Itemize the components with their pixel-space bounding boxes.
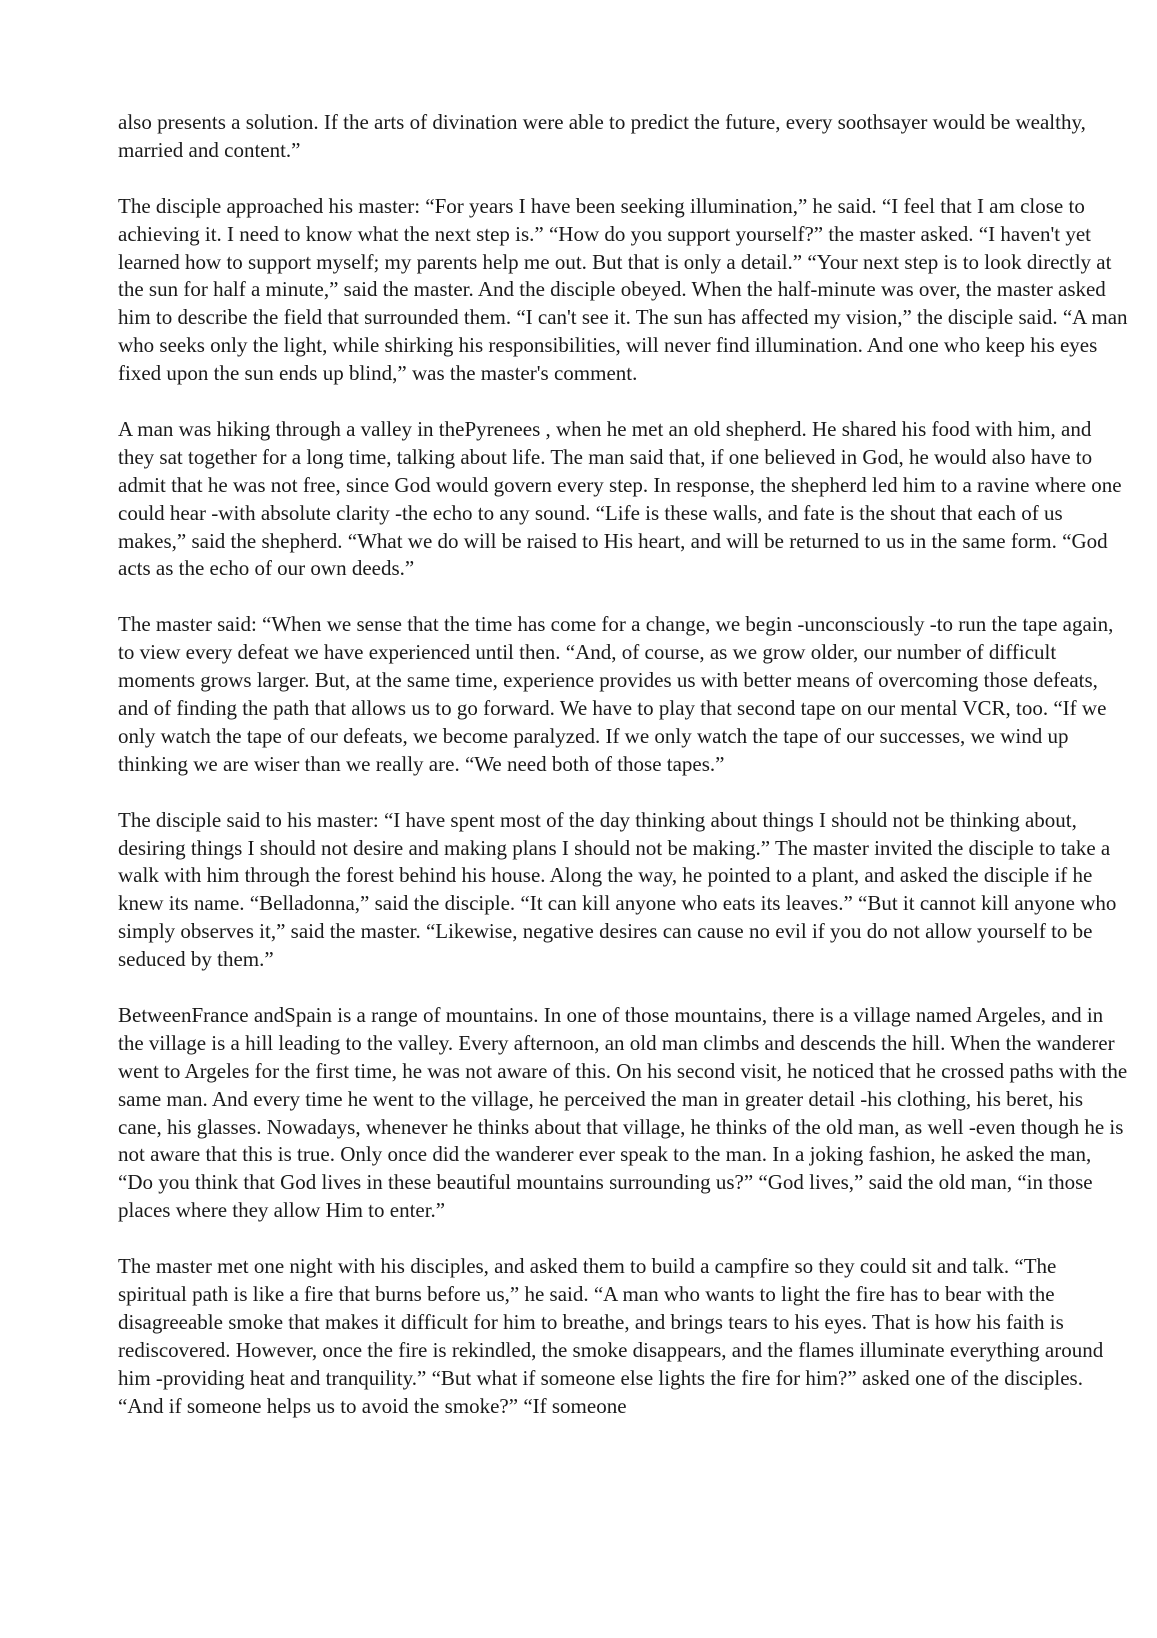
- paragraph-belladonna: The disciple said to his master: “I have spent most of the day thinking about things I should not be thinking about, desiring things I should not desire and making plans I should not be making.” The master invited the disciple to take a walk with him through the forest behind his house. Along the way, he pointed to a plant, and asked the disciple if he knew its name. “Belladonna,” said the disciple. “It can kill anyone who eats its leaves.” “But it cannot kill anyone who simply observes it,” said the master. “Likewise, negative desires can cause no evil if you do not allow yourself to be seduced by them.”: [118, 807, 1117, 972]
- paragraph-campfire: The master met one night with his disciples, and asked them to build a campfire so they could sit and talk. “The spiritual path is like a fire that burns before us,” he said. “A man who wants to light the fire has to bear with the disagreeable smoke that makes it difficult for him to breathe, and brings tears to his eyes. That is how his faith is rediscovered. However, once the fire is rekindled, the smoke disappears, and the flames illuminate everything around him -providing heat and tranquility.” “But what if someone else lights the fire for him?” asked one of the disciples. “And if someone helps us to avoid the smoke?” “If someone: [118, 1254, 1104, 1418]
- paragraph-sun-illumination: The disciple approached his master: “For years I have been seeking illumination,” he said. “I feel that I am close to achieving it. I need to know what the next step is.” “How do you support yourself?” the master asked. “I haven't yet learned how to support myself; my parents help me out. But that is only a detail.” “Your next step is to look directly at the sun for half a minute,” said the master. And the disciple obeyed. When the half-minute was over, the master asked him to describe the field that surrounded them. “I can't see it. The sun has affected my vision,” the disciple said. “A man who seeks only the light, while shirking his responsibilities, will never find illumination. And one who keep his eyes fixed upon the sun ends up blind,” was the master's comment.: [118, 193, 1128, 386]
- paragraph-tapes-of-defeat: The master said: “When we sense that the time has come for a change, we begin -unconsciously -to run the tape again, to view every defeat we have experienced until then. “And, of course, as we grow older, our number of difficult moments grows larger. But, at the same time, experience provides us with better means of overcoming those defeats, and of finding the path that allows us to go forward. We have to play that second tape on our mental VCR, too. “If we only watch the tape of our defeats, we become paralyzed. If we only watch the tape of our successes, we wind up thinking we are wiser than we really are. “We need both of those tapes.”: [118, 612, 1114, 776]
- paragraph-argeles-old-man: BetweenFrance andSpain is a range of mountains. In one of those mountains, there is a village named Argeles, and in the village is a hill leading to the valley. Every afternoon, an old man climbs and descends the hill. When the wanderer went to Argeles for the first time, he was not aware of this. On his second visit, he noticed that he crossed paths with the same man. And every time he went to the village, he perceived the man in greater detail -his clothing, his beret, his cane, his glasses. Nowadays, whenever he thinks about that village, he thinks of the old man, as well -even though he is not aware that this is true. Only once did the wanderer ever speak to the man. In a joking fashion, he asked the man, “Do you think that God lives in these beautiful mountains surrounding us?” “God lives,” said the old man, “in those places where they allow Him to enter.”: [118, 1002, 1128, 1223]
- paragraph-shepherd-echo: A man was hiking through a valley in thePyrenees , when he met an old shepherd. He shared his food with him, and they sat together for a long time, talking about life. The man said that, if one believed in God, he would also have to admit that he was not free, since God would govern every step. In response, the shepherd led him to a ravine where one could hear -with absolute clarity -the echo to any sound. “Life is these walls, and fate is the shout that each of us makes,” said the shepherd. “What we do will be raised to His heart, and will be returned to us in the same form. “God acts as the echo of our own deeds.”: [118, 416, 1122, 581]
- document-body: [118, 109, 1128, 1421]
- paragraph-divination-ending: also presents a solution. If the arts of divination were able to predict the future, every soothsayer would be wealthy, married and content.”: [118, 110, 1086, 162]
